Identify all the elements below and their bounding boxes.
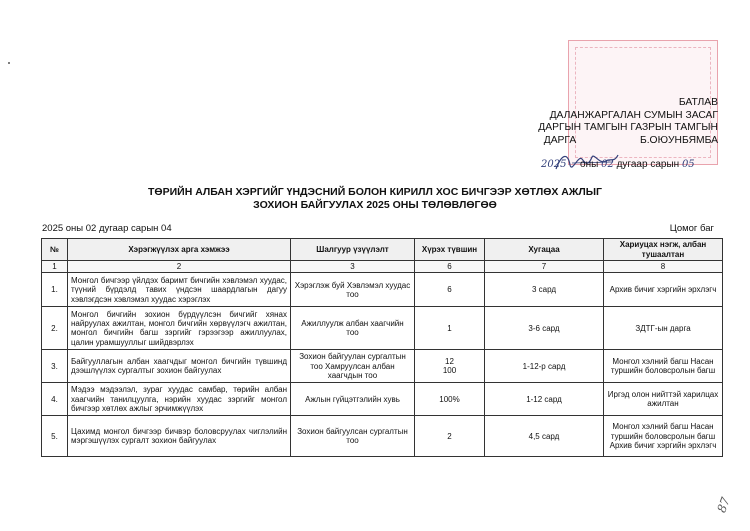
row-time: 1-12 сард	[485, 383, 604, 416]
approval-date-year-suffix: оны	[580, 159, 599, 170]
row-time: 4,5 сард	[485, 416, 604, 457]
approval-heading: БАТЛАВ	[678, 97, 718, 108]
row-action: Монгол бичгийн зохион бүрдүүлсэн бичгийг хянах найруулах ажилтан, монгол бичгийн хөрвүүлэгч ажилтан, монгол бичгийн багш зэргийг гэрээгээр ажиллуулах, цалин урамшууллыг шийдвэрлэх	[68, 307, 291, 350]
col-number: 7	[485, 261, 604, 273]
approval-position: ДАРГА	[543, 134, 577, 146]
row-criteria: Зохион байгуулан сургалтын тоо Хамруулсан албан хаагчдын тоо	[291, 350, 415, 383]
row-criteria: Зохион байгуулсан сургалтын тоо	[291, 416, 415, 457]
title-line1: ТӨРИЙН АЛБАН ХЭРГИЙГ ҮНДЭСНИЙ БОЛОН КИРИЛЛ ХОС БИЧГЭЭР ХӨТЛӨХ АЖЛЫГ	[148, 186, 602, 198]
table-header-row	[42, 239, 723, 261]
col-header-criteria: Шалгуур үзүүлэлт	[291, 239, 415, 261]
document-place: Цомог баг	[669, 223, 714, 234]
row-number: 4.	[42, 383, 68, 416]
table-row	[42, 350, 723, 383]
row-number: 3.	[42, 350, 68, 383]
col-number: 1	[42, 261, 68, 273]
row-time: 3 сард	[485, 273, 604, 307]
document-title	[0, 186, 750, 211]
table-row	[42, 307, 723, 350]
col-header-action: Хэрэгжүүлэх арга хэмжээ	[68, 239, 291, 261]
row-time: 1-12-р сард	[485, 350, 604, 383]
table-row	[42, 383, 723, 416]
col-number: 3	[291, 261, 415, 273]
row-action: Мэдээ мэдээлэл, зураг хуудас самбар, төрийн албан хаагчийн танилцуулга, нэрийн хуудас зэргийг монгол бичгээр хөтлөх ажлыг эрчимжүүлэх	[68, 383, 291, 416]
col-header-level: Хүрэх түвшин	[415, 239, 485, 261]
row-responsible: Монгол хэлний багш Насан туршийн боловсролын багш Архив бичиг хэргийн эрхлэгч	[604, 416, 723, 457]
row-number: 5.	[42, 416, 68, 457]
row-responsible: Архив бичиг хэргийн эрхлэгч	[604, 273, 723, 307]
row-level: 2	[415, 416, 485, 457]
row-criteria: Хэрэглэж буй Хэвлэмэл хуудас тоо	[291, 273, 415, 307]
column-number-row	[42, 261, 723, 273]
col-number: 2	[68, 261, 291, 273]
row-responsible: Монгол хэлний багш Насан туршийн боловсролын багш	[604, 350, 723, 383]
row-action: Байгууллагын албан хаагчдыг монгол бичгийн түвшинд дээшлүүлэх сургалтыг зохион байгуулах	[68, 350, 291, 383]
approval-block	[538, 97, 718, 147]
approval-date-year: 2025	[541, 159, 567, 170]
approval-signer: Б.ОЮУНБЯМБА	[639, 134, 718, 146]
row-time: 3-6 сард	[485, 307, 604, 350]
approval-line3	[538, 135, 718, 148]
row-number: 1.	[42, 273, 68, 307]
row-level: 100%	[415, 383, 485, 416]
row-number: 2.	[42, 307, 68, 350]
row-responsible: Иргэд олон нийттэй харилцах ажилтан	[604, 383, 723, 416]
col-header-responsible: Хариуцах нэгж, албан тушаалтан	[604, 239, 723, 261]
table-row	[42, 416, 723, 457]
row-action: Цахимд монгол бичгээр бичвэр боловсруулах чиглэлийн мэргэшүүлэх сургалт зохион байгуулах	[68, 416, 291, 457]
plan-table	[41, 238, 723, 457]
row-criteria: Ажиллуулж албан хаагчийн тоо	[291, 307, 415, 350]
approval-date-day: 05	[681, 159, 695, 170]
col-number: 8	[604, 261, 723, 273]
page-number-mark: 87	[714, 495, 733, 515]
approval-line2: ДАРГЫН ТАМГЫН ГАЗРЫН ТАМГЫН	[538, 122, 718, 133]
table-row	[42, 273, 723, 307]
col-number: 6	[415, 261, 485, 273]
row-level: 6	[415, 273, 485, 307]
row-level: 1	[415, 307, 485, 350]
scan-speck	[8, 62, 10, 64]
row-action: Монгол бичгээр үйлдэх баримт бичгийн хэвлэмэл хуудас, түүний бүрдэлд тавих үндсэн шаардлагын дагуу хэвлэгдсэн хэвлэмэл хуудас хэрэглэх	[68, 273, 291, 307]
approval-line1: ДАЛАНЖАРГАЛАН СУМЫН ЗАСАГ	[549, 109, 718, 121]
approval-date-month-suffix: дугаар сарын	[616, 159, 680, 170]
col-header-time: Хугацаа	[485, 239, 604, 261]
approval-date-month: 02	[601, 159, 614, 170]
document-date: 2025 оны 02 дугаар сарын 04	[42, 223, 172, 234]
row-level: 12 100	[415, 350, 485, 383]
title-line2: ЗОХИОН БАЙГУУЛАХ 2025 ОНЫ ТӨЛӨВЛӨГӨӨ	[253, 198, 497, 211]
approval-date	[541, 159, 719, 170]
row-responsible: ЗДТГ-ын дарга	[604, 307, 723, 350]
col-header-number: №	[42, 239, 68, 261]
row-criteria: Ажлын гүйцэтгэлийн хувь	[291, 383, 415, 416]
